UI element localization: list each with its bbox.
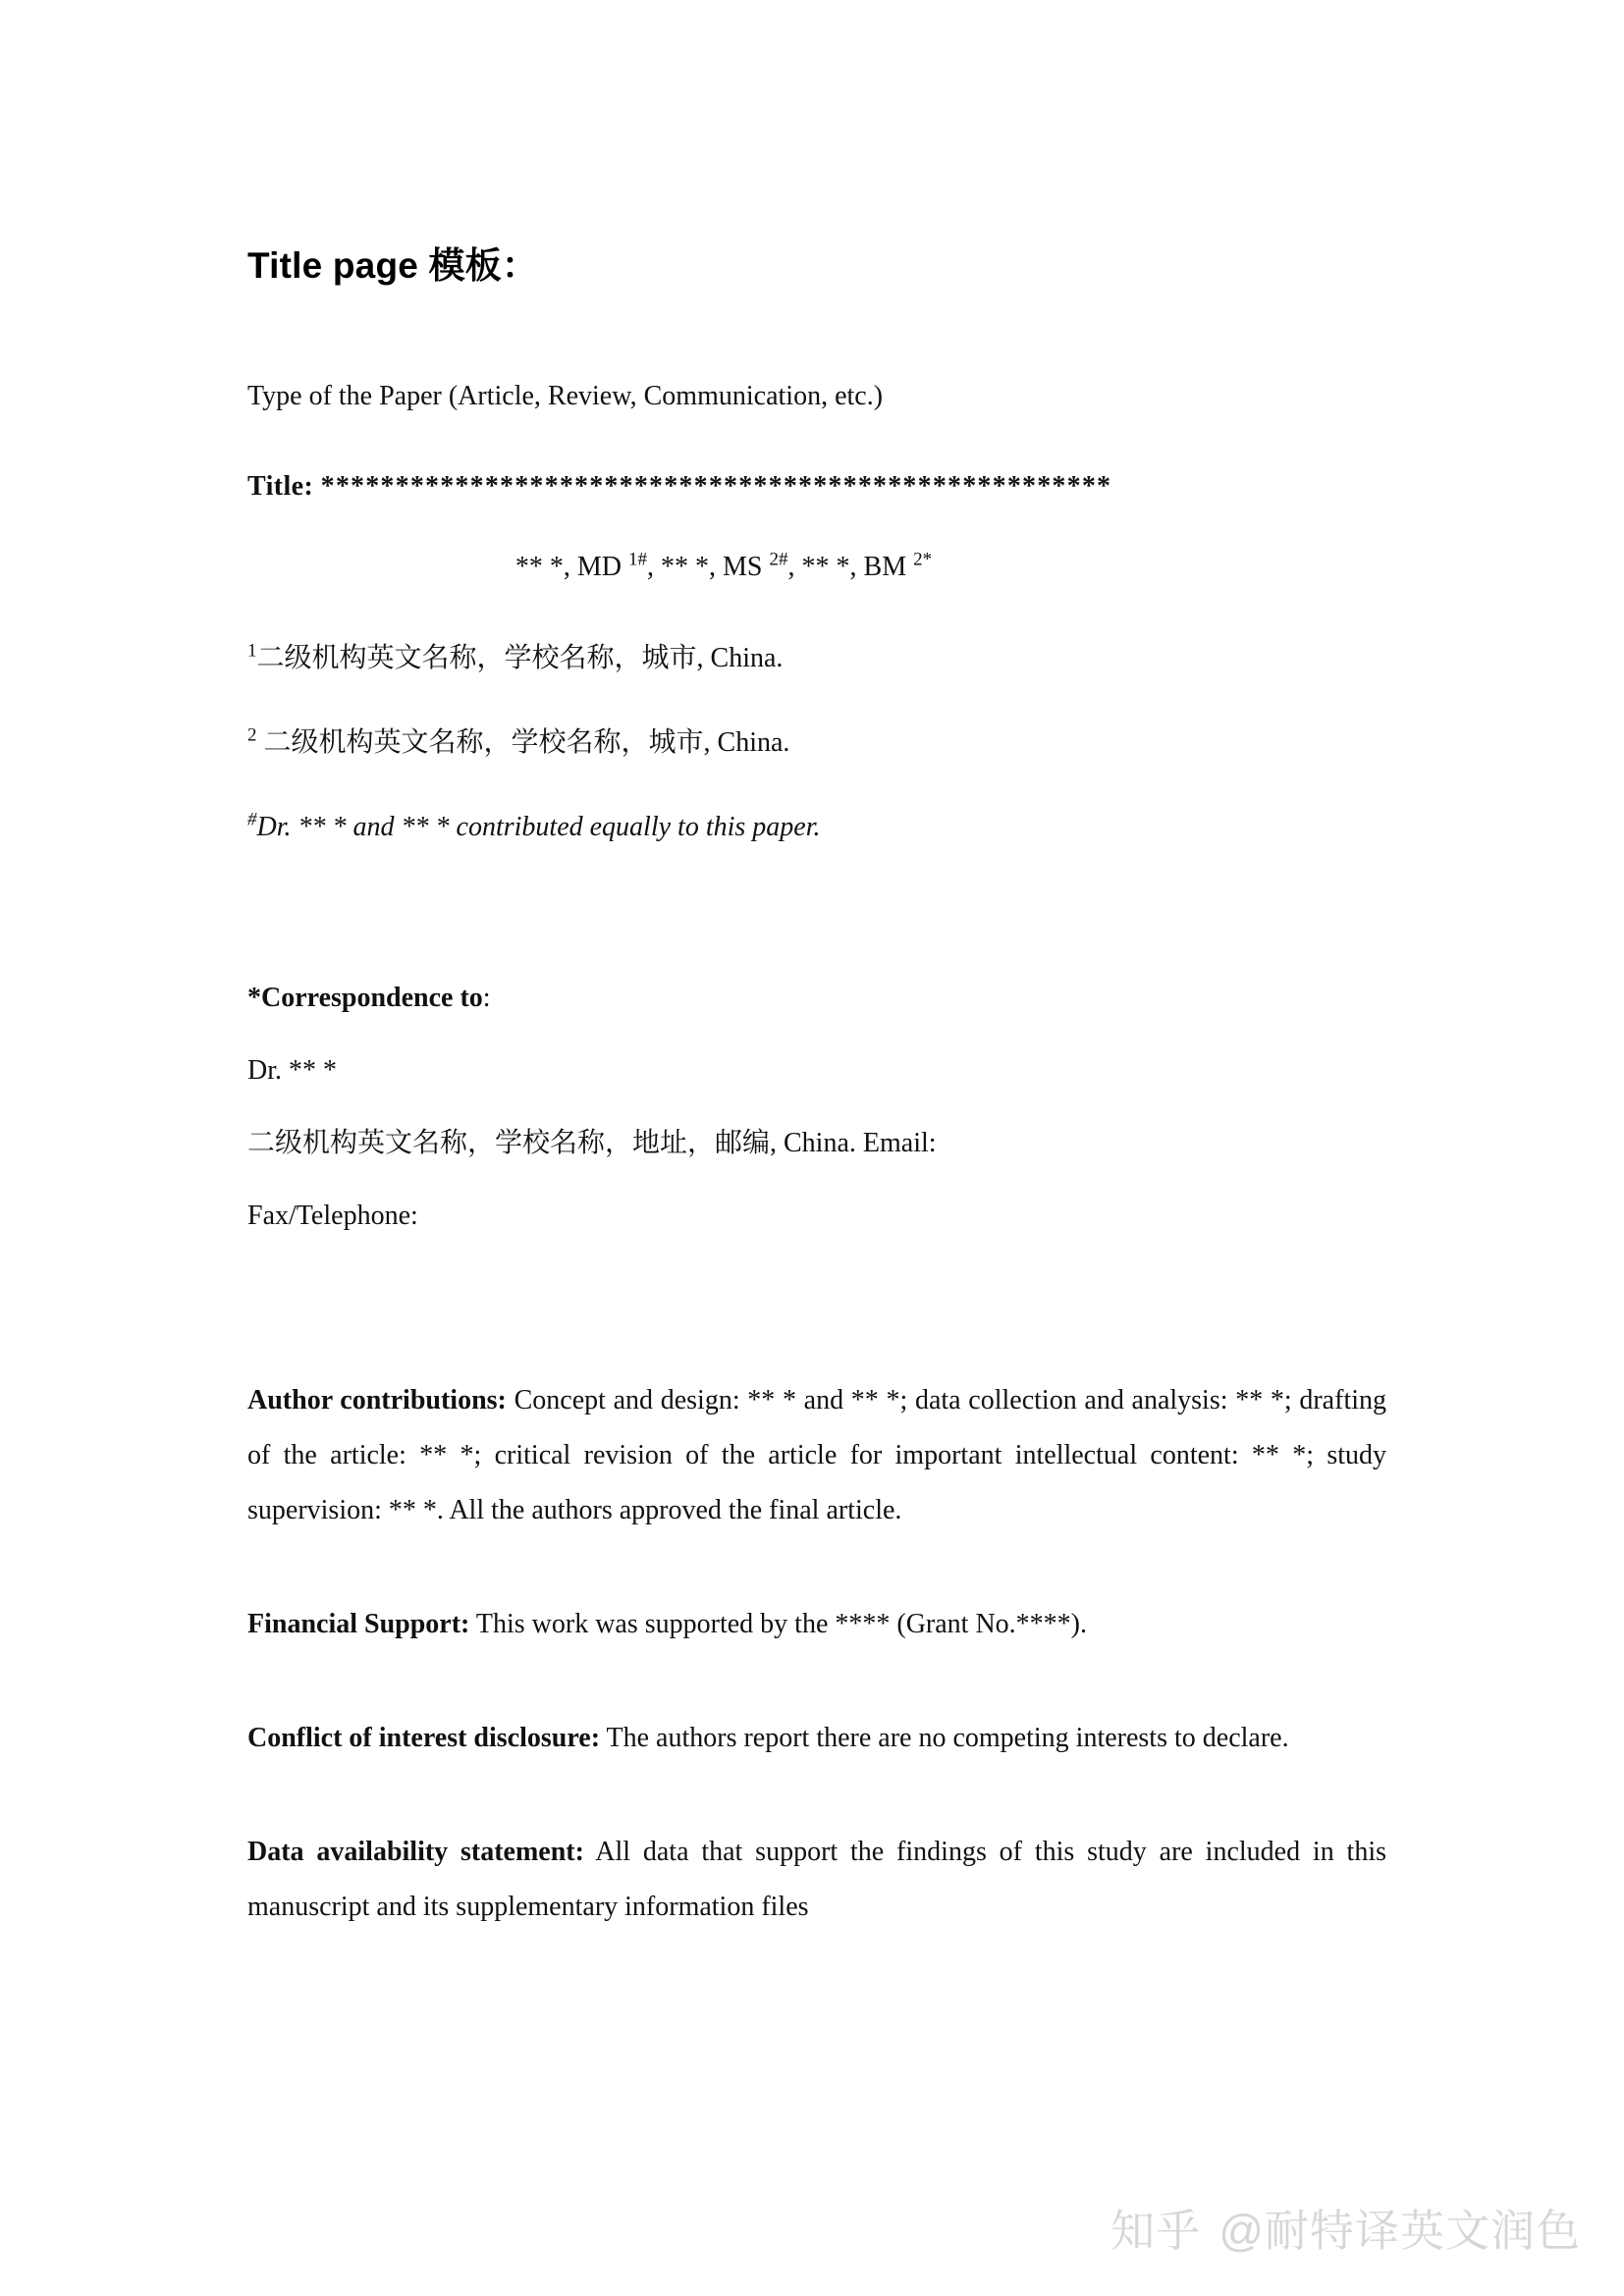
author-2-affiliation-marker: 2# <box>769 550 788 571</box>
author-2-degree: MS <box>723 552 763 583</box>
data-availability-paragraph <box>247 1825 1386 1935</box>
correspondence-address: 二级机构英文名称，学校名称，地址，邮编, China. Email: <box>247 1127 937 1158</box>
affiliation-1 <box>247 631 1386 686</box>
spacer <box>247 1171 1386 1189</box>
financial-support-label: Financial Support: <box>247 1608 470 1639</box>
author-separator: , <box>849 552 864 583</box>
author-3-degree: BM <box>863 552 907 583</box>
title-field-line <box>247 469 1386 505</box>
spacer <box>247 771 1386 800</box>
correspondence-fax-telephone: Fax/Telephone: <box>247 1200 418 1231</box>
spacer <box>247 1026 1386 1043</box>
author-1-name: ** * <box>514 552 564 583</box>
data-availability-text: All data that support the findings of this study are included in this manuscript and its supplementary information files <box>247 1836 1386 1922</box>
equal-contribution-text: Dr. ** * and ** * contributed equally to this paper. <box>256 811 821 842</box>
spacer <box>247 686 1386 716</box>
author-contributions-label: Author contributions: <box>247 1384 507 1415</box>
author-separator: , <box>563 552 577 583</box>
author-separator: , <box>787 552 802 583</box>
correspondence-colon: : <box>482 982 491 1013</box>
affiliation-2 <box>247 716 1386 771</box>
watermark-handle: @耐特译英文润色 <box>1218 2206 1581 2256</box>
conflict-of-interest-paragraph <box>247 1711 1386 1766</box>
financial-support-text: This work was supported by the **** (Grant No.****). <box>469 1608 1088 1639</box>
equal-contribution-marker: # <box>247 809 257 830</box>
page-title: Title page 模板： <box>247 245 539 286</box>
author-contributions-paragraph <box>247 1373 1386 1538</box>
affiliation-2-marker: 2 <box>247 724 257 746</box>
spacer <box>247 1766 1386 1825</box>
authors-line <box>247 550 1386 585</box>
spacer <box>247 1098 1386 1116</box>
author-contributions-text: Concept and design: ** * and ** *; data collection and analysis: ** *; drafting of the article: ** *; critical revision of the article for important intellectual content: ** *; study supervision: ** *. All the authors approved the final article. <box>247 1384 1386 1525</box>
conflict-of-interest-text: The authors report there are no competing interests to declare. <box>600 1722 1289 1753</box>
spacer <box>247 289 1386 369</box>
correspondence-heading <box>247 971 1386 1026</box>
author-3-affiliation-marker: 2* <box>913 550 933 571</box>
spacer <box>247 1538 1386 1597</box>
watermark-platform: 知乎 <box>1110 2206 1202 2256</box>
spacer <box>247 424 1386 469</box>
author-separator: , <box>709 552 724 583</box>
spacer <box>247 505 1386 550</box>
watermark <box>1110 2195 1581 2259</box>
equal-contribution-note <box>247 800 1386 855</box>
correspondence-name: Dr. ** * <box>247 1054 337 1086</box>
affiliation-2-text: 二级机构英文名称，学校名称，城市, China. <box>256 726 790 758</box>
affiliation-1-text: 二级机构英文名称，学校名称，城市, China. <box>256 642 784 673</box>
paper-type-line: Type of the Paper (Article, Review, Communication, etc.) <box>247 381 884 411</box>
author-1-degree: MD <box>576 552 622 583</box>
affiliation-1-marker: 1 <box>247 640 257 662</box>
spacer <box>247 586 1386 631</box>
correspondence-label: *Correspondence to <box>247 982 483 1013</box>
financial-support-paragraph <box>247 1597 1386 1652</box>
author-3-name: ** * <box>801 552 850 583</box>
author-1-affiliation-marker: 1# <box>627 550 648 571</box>
author-2-name: ** * <box>661 552 710 583</box>
spacer <box>247 855 1386 971</box>
document-content <box>247 0 1386 1935</box>
author-separator: , <box>647 552 662 583</box>
title-placeholder-stars: ***************************************************** <box>320 471 1112 502</box>
data-availability-label: Data availability statement: <box>247 1836 584 1867</box>
conflict-of-interest-label: Conflict of interest disclosure: <box>247 1722 601 1753</box>
title-label: Title: <box>247 471 314 502</box>
spacer <box>247 1652 1386 1711</box>
spacer <box>247 1244 1386 1373</box>
